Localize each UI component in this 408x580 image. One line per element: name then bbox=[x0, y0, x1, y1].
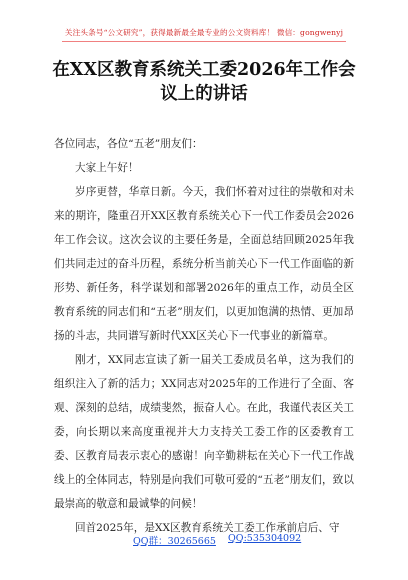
footer-qq-contact-link[interactable]: QQ:535304092 bbox=[228, 533, 302, 544]
document-title bbox=[30, 58, 378, 106]
footer-qq-group-link[interactable]: QQ群：30265665 bbox=[133, 536, 216, 547]
header-divider bbox=[62, 41, 346, 42]
document-body bbox=[54, 132, 354, 540]
title-line-1: 在XX区教育系统关工委2026年工作会 bbox=[52, 60, 356, 80]
paragraph-review: 回首2025年，是XX区教育系统关工委工作承前启后、守 bbox=[75, 522, 340, 534]
paragraph-greeting: 大家上午好！ bbox=[75, 162, 139, 174]
paragraph-opening: 岁序更替，华章日新。今天，我们怀着对过往的崇敬和对未来的期许，隆重召开XX区教育系统关心下一代工作委员会2026年工作会议。这次会议的主要任务是，全面总结回顾2025年我们共同走过的奋斗历程，系统分析当前关心下一代工作面临的新形势、新任务，科学谋划和部署2026年的重点工作，动员全区教育系统的同志们和“五老”朋友们，以更加饱满的热情、更加昂扬的斗志，共同谱写新时代XX区关心下一代事业的新篇章。 bbox=[54, 186, 354, 342]
title-line-2: 议上的讲话 bbox=[160, 84, 248, 104]
page-header bbox=[0, 0, 408, 46]
header-promo-note: 关注头条号“公文研究”，获得最新最全最专业的公文资料库！ 微信：gongwenyj bbox=[64, 28, 344, 37]
page-footer bbox=[0, 533, 408, 553]
paragraph-thanks: 刚才，XX同志宣读了新一届关工委成员名单，这为我们的组织注入了新的活力；XX同志对2025年的工作进行了全面、客观、深刻的总结，成绩斐然，振奋人心。在此，我谨代表区关工委，向长期以来高度重视并大力支持关工委工作的区委教育工委、区教育局表示衷心的感谢！向辛勤耕耘在关心下一代工作战线上的全体同志，特别是向我们可敬可爱的“五老”朋友们，致以最崇高的敬意和最诚挚的问候！ bbox=[54, 354, 354, 510]
salutation: 各位同志，各位“五老”朋友们： bbox=[54, 138, 203, 150]
